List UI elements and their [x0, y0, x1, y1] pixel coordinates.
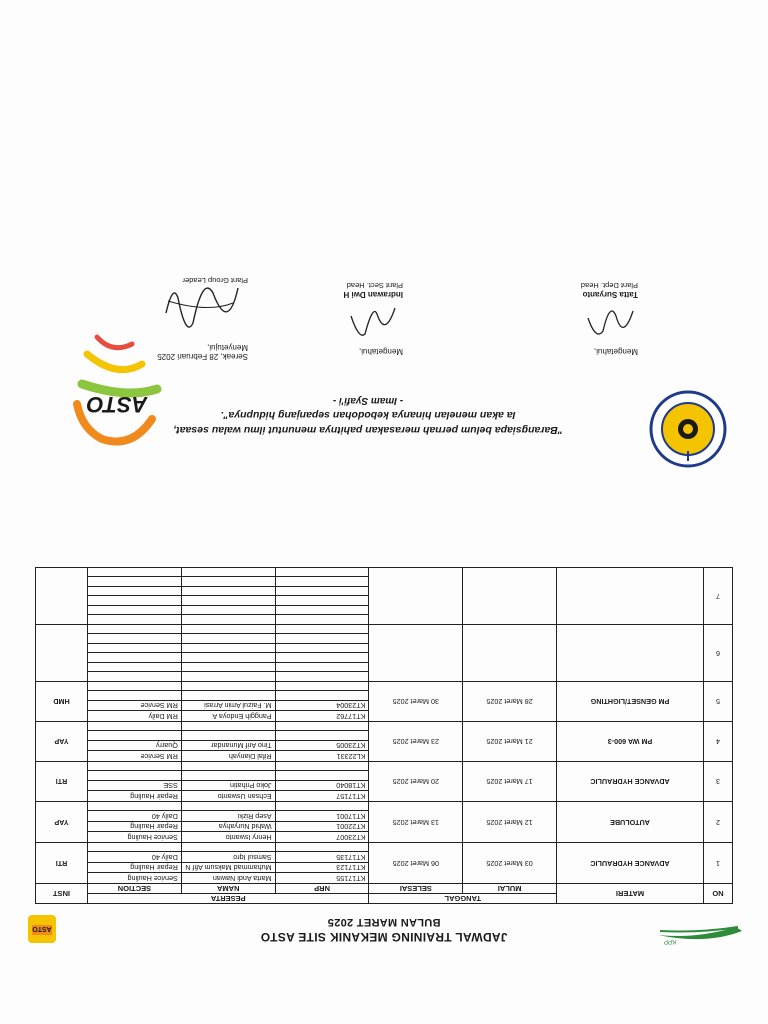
cell-section — [88, 596, 182, 606]
cell-section: SSE — [88, 781, 182, 792]
cell-nrp: KT23005 — [275, 741, 369, 752]
cell-mulai: 28 Maret 2025 — [463, 682, 557, 722]
svg-text:ASTO: ASTO — [86, 392, 148, 417]
cell-nrp — [275, 762, 369, 772]
cell-nrp: KT17135 — [275, 852, 369, 863]
cell-nama: Wahid Nuryahya — [181, 822, 275, 833]
signature-block-right — [128, 276, 248, 361]
cell-nrp — [275, 606, 369, 616]
cell-materi — [557, 568, 704, 625]
cell-nama: Rifal Dianyah — [181, 751, 275, 762]
cell-mulai: 17 Maret 2025 — [463, 762, 557, 802]
cell-materi: ADVANCE HYDRAULIC — [557, 843, 704, 884]
table-row — [36, 672, 733, 682]
cell-section: RM Daily — [88, 711, 182, 722]
cell-nama — [181, 625, 275, 635]
cell-nama — [181, 615, 275, 625]
cell-nrp — [275, 691, 369, 701]
sig-middle-label: Mengetahui, — [358, 347, 403, 356]
cell-no: 3 — [704, 762, 733, 802]
cell-section — [88, 762, 182, 772]
table-row — [36, 832, 733, 843]
cell-nama — [181, 587, 275, 597]
cell-nama — [181, 634, 275, 644]
cell-nrp: KT23004 — [275, 701, 369, 712]
cell-section — [88, 843, 182, 853]
cell-inst — [36, 568, 88, 625]
sig-right-label: Menyetujui, — [207, 343, 248, 352]
signature-block-middle — [293, 281, 403, 356]
cell-section — [88, 691, 182, 701]
cell-inst: YAP — [36, 722, 88, 762]
cell-nrp: KT18040 — [275, 781, 369, 792]
header-materi: MATERI — [557, 884, 704, 904]
cell-section: RM Service — [88, 751, 182, 762]
header-nrp: NRP — [275, 884, 369, 894]
cell-section: Service Hauling — [88, 832, 182, 843]
sig-left-title: Plant Dept. Head — [580, 281, 638, 290]
cell-nama — [181, 843, 275, 853]
cell-nrp — [275, 615, 369, 625]
cell-inst: RTI — [36, 843, 88, 884]
cell-nrp — [275, 644, 369, 654]
cell-nama — [181, 653, 275, 663]
cell-inst: HMD — [36, 682, 88, 722]
cell-selesai — [369, 625, 463, 682]
cell-nrp — [275, 731, 369, 741]
cell-materi — [557, 625, 704, 682]
cell-section — [88, 634, 182, 644]
cell-section: Daily 40 — [88, 811, 182, 822]
cell-nrp: KT17123 — [275, 863, 369, 874]
cell-section: Repair Hauling — [88, 791, 182, 802]
signature-block-left — [528, 281, 638, 356]
cell-nama: Echsan Uswanto — [181, 791, 275, 802]
cell-mulai: 21 Maret 2025 — [463, 722, 557, 762]
cell-section — [88, 606, 182, 616]
cell-nrp — [275, 843, 369, 853]
cell-nama — [181, 682, 275, 692]
header-mulai: MULAI — [463, 884, 557, 894]
cell-nrp: KL22331 — [275, 751, 369, 762]
sig-middle-title: Plant Sect. Head — [346, 281, 403, 290]
cell-no: 1 — [704, 843, 733, 884]
cell-section: Quarry — [88, 741, 182, 752]
cell-nrp: KT17157 — [275, 791, 369, 802]
cell-nrp — [275, 802, 369, 812]
cell-nama — [181, 691, 275, 701]
cell-section — [88, 682, 182, 692]
cell-section — [88, 644, 182, 654]
cell-mulai: 12 Maret 2025 — [463, 802, 557, 843]
cell-no: 2 — [704, 802, 733, 843]
cell-nrp — [275, 722, 369, 732]
cell-section — [88, 568, 182, 578]
cell-mulai — [463, 625, 557, 682]
cell-nrp — [275, 663, 369, 673]
cell-nrp — [275, 625, 369, 635]
plant-seal-icon — [648, 389, 728, 469]
cell-nrp — [275, 596, 369, 606]
signature-middle-icon — [343, 301, 403, 346]
cell-mulai: 03 Maret 2025 — [463, 843, 557, 884]
cell-nrp — [275, 577, 369, 587]
cell-selesai — [369, 568, 463, 625]
cell-no: 4 — [704, 722, 733, 762]
cell-nrp — [275, 587, 369, 597]
cell-materi: PM WA 600-3 — [557, 722, 704, 762]
cell-nama: Muhammad Maksum Afif N — [181, 863, 275, 874]
cell-inst: YAP — [36, 802, 88, 843]
cell-mulai — [463, 568, 557, 625]
cell-nrp: KT22001 — [275, 822, 369, 833]
sig-left-label: Mengetahui, — [593, 347, 638, 356]
signature-left-icon — [578, 301, 638, 346]
signature-right-icon — [158, 273, 248, 343]
cell-section — [88, 802, 182, 812]
cell-section — [88, 663, 182, 673]
cell-selesai: 13 Maret 2025 — [369, 802, 463, 843]
cell-nama — [181, 731, 275, 741]
cell-nrp: KT23007 — [275, 832, 369, 843]
sig-right-title: Plant Group Leader — [182, 276, 248, 285]
cell-nama — [181, 606, 275, 616]
header-inst: INST — [36, 884, 88, 904]
cell-selesai: 23 Maret 2025 — [369, 722, 463, 762]
cell-section — [88, 615, 182, 625]
header-peserta: PESERTA — [88, 894, 369, 904]
header-no: NO — [704, 884, 733, 904]
sig-left-name: Tatta Suryanto — [582, 290, 638, 299]
cell-nrp — [275, 568, 369, 578]
cell-section — [88, 672, 182, 682]
cell-section: Service Hauling — [88, 873, 182, 884]
cell-inst — [36, 625, 88, 682]
cell-selesai: 30 Maret 2025 — [369, 682, 463, 722]
document-title: JADWAL TRAINING MEKANIK SITE ASTO — [260, 930, 508, 944]
cell-nama — [181, 771, 275, 781]
cell-nama: Henry Iswanto — [181, 832, 275, 843]
cell-nrp — [275, 771, 369, 781]
cell-materi: AUTOLUBE — [557, 802, 704, 843]
cell-nama: M. Faizul Amin Arrasi — [181, 701, 275, 712]
cell-nrp — [275, 682, 369, 692]
header-tanggal: TANGGAL — [369, 894, 557, 904]
header-section: SECTION — [88, 884, 182, 894]
table-row — [36, 873, 733, 884]
cell-inst: RTI — [36, 762, 88, 802]
cell-section — [88, 731, 182, 741]
cell-nrp: KT17001 — [275, 811, 369, 822]
training-schedule-table — [35, 567, 733, 904]
quote-line-1: "Barangsiapa belum pernah merasakan pahitnya menuntut ilmu walau sesaat, — [173, 424, 563, 436]
cell-nrp: KT17155 — [275, 873, 369, 884]
svg-text:ASTO: ASTO — [32, 925, 52, 932]
cell-no: 6 — [704, 625, 733, 682]
cell-nama — [181, 722, 275, 732]
cell-selesai: 06 Maret 2025 — [369, 843, 463, 884]
cell-nama — [181, 577, 275, 587]
cell-nama: Asep Rizki — [181, 811, 275, 822]
header-nama: NAMA — [181, 884, 275, 894]
quote-author: - Imam Syafi'i - — [332, 395, 404, 406]
cell-section — [88, 577, 182, 587]
cell-nama: Joko Prihatin — [181, 781, 275, 792]
document-subtitle: BULAN MARET 2025 — [327, 916, 441, 928]
cell-nama — [181, 672, 275, 682]
cell-nama — [181, 568, 275, 578]
table-row — [36, 751, 733, 762]
cell-materi: ADVANCE HYDRAULIC — [557, 762, 704, 802]
table-row — [36, 791, 733, 802]
cell-section: Repair Hauling — [88, 863, 182, 874]
cell-section — [88, 771, 182, 781]
cell-selesai: 20 Maret 2025 — [369, 762, 463, 802]
table-row — [36, 615, 733, 625]
cell-nama — [181, 762, 275, 772]
sig-right-date: Sereak, 28 Februari 2025 — [157, 352, 248, 361]
cell-nama: Tino Arif Munandar — [181, 741, 275, 752]
cell-nama: Panggih Endoya A — [181, 711, 275, 722]
cell-materi: PM GENSET/LIGHTING — [557, 682, 704, 722]
cell-section — [88, 625, 182, 635]
cell-nrp — [275, 672, 369, 682]
svg-text:KPP: KPP — [663, 938, 676, 944]
cell-nama — [181, 644, 275, 654]
header-selesai: SELESAI — [369, 884, 463, 894]
table-row — [36, 711, 733, 722]
cell-section — [88, 722, 182, 732]
cell-section — [88, 587, 182, 597]
cell-nama: Samsul Iqro — [181, 852, 275, 863]
sig-middle-name: Indrawan Dwi H — [343, 290, 403, 299]
quote-line-2: Ia akan menelan hinanya kebodohan sepanjang hidupnya". — [220, 409, 516, 421]
cell-section: Daily 40 — [88, 852, 182, 863]
table-body — [36, 568, 733, 884]
cell-no: 5 — [704, 682, 733, 722]
cell-no: 7 — [704, 568, 733, 625]
cell-nama — [181, 802, 275, 812]
cell-nrp — [275, 653, 369, 663]
cell-nama: Marta Andi Nawan — [181, 873, 275, 884]
cell-nama — [181, 596, 275, 606]
cell-section: RM Service — [88, 701, 182, 712]
cell-section — [88, 653, 182, 663]
cell-nama — [181, 663, 275, 673]
cell-nrp: KT17762 — [275, 711, 369, 722]
cell-nrp — [275, 634, 369, 644]
cell-section: Repair Hauling — [88, 822, 182, 833]
